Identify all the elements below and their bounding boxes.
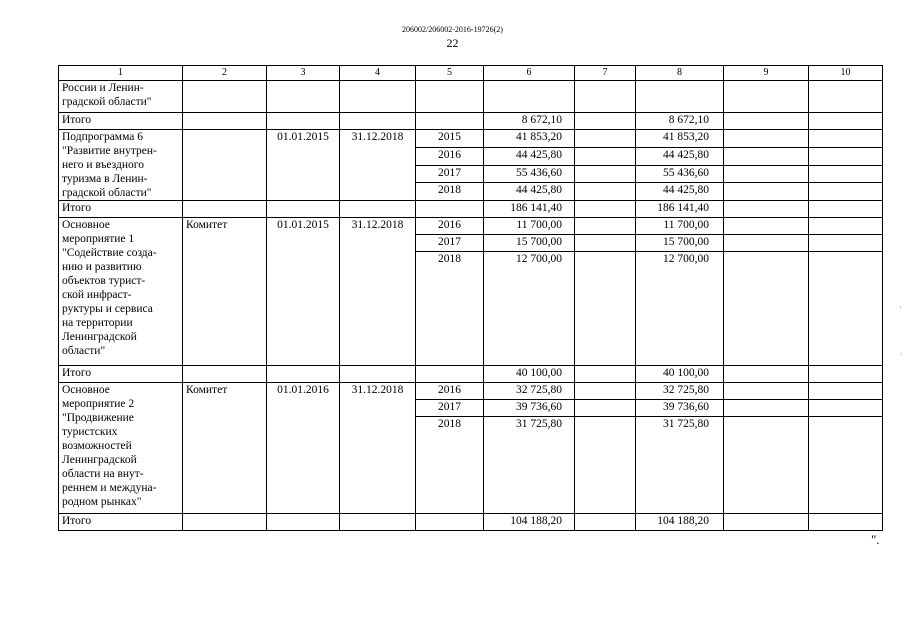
table-row <box>59 81 883 113</box>
empty-cell <box>416 514 484 531</box>
empty-cell <box>575 130 636 148</box>
year: 2016 <box>416 383 484 400</box>
empty-cell <box>416 81 484 113</box>
executor: Комитет <box>183 383 267 514</box>
amount-col8: 39 736,60 <box>636 400 724 417</box>
year: 2017 <box>416 235 484 252</box>
col-number: 7 <box>575 66 636 81</box>
empty-cell <box>809 218 883 235</box>
empty-cell <box>724 252 809 366</box>
amount-col8: 12 700,00 <box>636 252 724 366</box>
total-amount: 40 100,00 <box>636 366 724 383</box>
empty-cell <box>724 235 809 252</box>
amount-col6: 44 425,80 <box>484 183 575 201</box>
empty-cell <box>724 218 809 235</box>
empty-cell <box>575 113 636 130</box>
col-number: 9 <box>724 66 809 81</box>
total-row <box>59 113 883 130</box>
amount-col8: 44 425,80 <box>636 147 724 165</box>
empty-cell <box>809 252 883 366</box>
col-number: 10 <box>809 66 883 81</box>
empty-cell <box>183 514 267 531</box>
start-date: 01.01.2015 <box>267 218 340 366</box>
total-label: Итого <box>59 113 183 130</box>
empty-cell <box>183 201 267 218</box>
empty-cell <box>183 366 267 383</box>
empty-cell <box>809 130 883 148</box>
empty-cell <box>809 400 883 417</box>
page-number: 22 <box>446 36 459 50</box>
empty-cell <box>724 81 809 113</box>
empty-cell <box>724 417 809 514</box>
empty-cell <box>575 81 636 113</box>
amount-col8: 55 436,60 <box>636 165 724 183</box>
amount-col6: 41 853,20 <box>484 130 575 148</box>
empty-cell <box>724 383 809 400</box>
empty-cell <box>340 81 416 113</box>
empty-cell <box>724 130 809 148</box>
amount-col6: 32 725,80 <box>484 383 575 400</box>
total-amount: 8 672,10 <box>636 113 724 130</box>
empty-cell <box>809 514 883 531</box>
empty-cell <box>724 113 809 130</box>
year: 2017 <box>416 400 484 417</box>
empty-cell <box>575 165 636 183</box>
program-name: Основное мероприятие 1 "Содействие созда- нию и развитию объектов турист- ской инфраст- руктуры и сервиса на территории Ленинградской области" <box>59 218 183 366</box>
col-number: 1 <box>59 66 183 81</box>
total-row <box>59 366 883 383</box>
col-number: 4 <box>340 66 416 81</box>
executor <box>183 130 267 201</box>
empty-cell <box>724 400 809 417</box>
empty-cell <box>575 201 636 218</box>
closing-quote-mark: ". <box>871 532 880 547</box>
scan-mark: · <box>900 350 903 359</box>
executor: Комитет <box>183 218 267 366</box>
amount-col8: 15 700,00 <box>636 235 724 252</box>
empty-cell <box>809 366 883 383</box>
program-name: Подпрограмма 6 "Развитие внутрен- него и въездного туризма в Ленин- градской области" <box>59 130 183 201</box>
column-number-row <box>59 66 883 81</box>
year: 2018 <box>416 183 484 201</box>
total-amount: 40 100,00 <box>484 366 575 383</box>
amount-col6: 39 736,60 <box>484 400 575 417</box>
total-amount: 186 141,40 <box>484 201 575 218</box>
empty-cell <box>484 81 575 113</box>
year: 2015 <box>416 130 484 148</box>
amount-col6: 11 700,00 <box>484 218 575 235</box>
col-number: 8 <box>636 66 724 81</box>
col-number: 6 <box>484 66 575 81</box>
amount-col8: 11 700,00 <box>636 218 724 235</box>
empty-cell <box>340 514 416 531</box>
empty-cell <box>575 366 636 383</box>
program-name: России и Ленин- градской области" <box>59 81 183 113</box>
empty-cell <box>183 113 267 130</box>
col-number: 3 <box>267 66 340 81</box>
empty-cell <box>267 81 340 113</box>
total-amount: 104 188,20 <box>484 514 575 531</box>
col-number: 2 <box>183 66 267 81</box>
year: 2016 <box>416 147 484 165</box>
year: 2018 <box>416 417 484 514</box>
empty-cell <box>809 417 883 514</box>
total-label: Итого <box>59 514 183 531</box>
empty-cell <box>724 366 809 383</box>
program-name: Основное мероприятие 2 "Продвижение туристских возможностей Ленинградской области на внут- реннем и междуна- родном рынках" <box>59 383 183 514</box>
start-date: 01.01.2016 <box>267 383 340 514</box>
empty-cell <box>724 201 809 218</box>
total-amount: 104 188,20 <box>636 514 724 531</box>
empty-cell <box>267 201 340 218</box>
year: 2017 <box>416 165 484 183</box>
empty-cell <box>575 235 636 252</box>
empty-cell <box>809 183 883 201</box>
total-amount: 186 141,40 <box>636 201 724 218</box>
empty-cell <box>183 81 267 113</box>
amount-col8: 41 853,20 <box>636 130 724 148</box>
empty-cell <box>340 366 416 383</box>
empty-cell <box>575 218 636 235</box>
table-body <box>59 66 883 531</box>
total-label: Итого <box>59 366 183 383</box>
year: 2018 <box>416 252 484 366</box>
empty-cell <box>575 183 636 201</box>
empty-cell <box>809 201 883 218</box>
amount-col8: 31 725,80 <box>636 417 724 514</box>
empty-cell <box>267 514 340 531</box>
year-row <box>59 383 883 400</box>
total-row <box>59 514 883 531</box>
amount-col6: 15 700,00 <box>484 235 575 252</box>
empty-cell <box>575 417 636 514</box>
empty-cell <box>575 383 636 400</box>
end-date: 31.12.2018 <box>340 130 416 201</box>
year-row <box>59 218 883 235</box>
empty-cell <box>416 113 484 130</box>
empty-cell <box>809 235 883 252</box>
empty-cell <box>809 147 883 165</box>
empty-cell <box>575 252 636 366</box>
empty-cell <box>724 165 809 183</box>
empty-cell <box>267 113 340 130</box>
empty-cell <box>809 165 883 183</box>
col-number: 5 <box>416 66 484 81</box>
empty-cell <box>809 113 883 130</box>
year-row <box>59 130 883 148</box>
budget-table <box>58 65 883 531</box>
amount-col8: 44 425,80 <box>636 183 724 201</box>
empty-cell <box>416 366 484 383</box>
total-label: Итого <box>59 201 183 218</box>
empty-cell <box>724 147 809 165</box>
amount-col6: 55 436,60 <box>484 165 575 183</box>
empty-cell <box>575 400 636 417</box>
document-code: 206002/206002-2016-19726(2) <box>402 25 503 34</box>
amount-col6: 12 700,00 <box>484 252 575 366</box>
end-date: 31.12.2018 <box>340 218 416 366</box>
empty-cell <box>809 383 883 400</box>
empty-cell <box>724 514 809 531</box>
empty-cell <box>340 201 416 218</box>
end-date: 31.12.2018 <box>340 383 416 514</box>
empty-cell <box>724 183 809 201</box>
start-date: 01.01.2015 <box>267 130 340 201</box>
empty-cell <box>575 147 636 165</box>
scan-mark: ' <box>900 305 902 314</box>
empty-cell <box>416 201 484 218</box>
empty-cell <box>340 113 416 130</box>
empty-cell <box>809 81 883 113</box>
amount-col6: 44 425,80 <box>484 147 575 165</box>
amount-col6: 31 725,80 <box>484 417 575 514</box>
total-row <box>59 201 883 218</box>
year: 2016 <box>416 218 484 235</box>
empty-cell <box>267 366 340 383</box>
amount-col8: 32 725,80 <box>636 383 724 400</box>
empty-cell <box>636 81 724 113</box>
empty-cell <box>575 514 636 531</box>
total-amount: 8 672,10 <box>484 113 575 130</box>
